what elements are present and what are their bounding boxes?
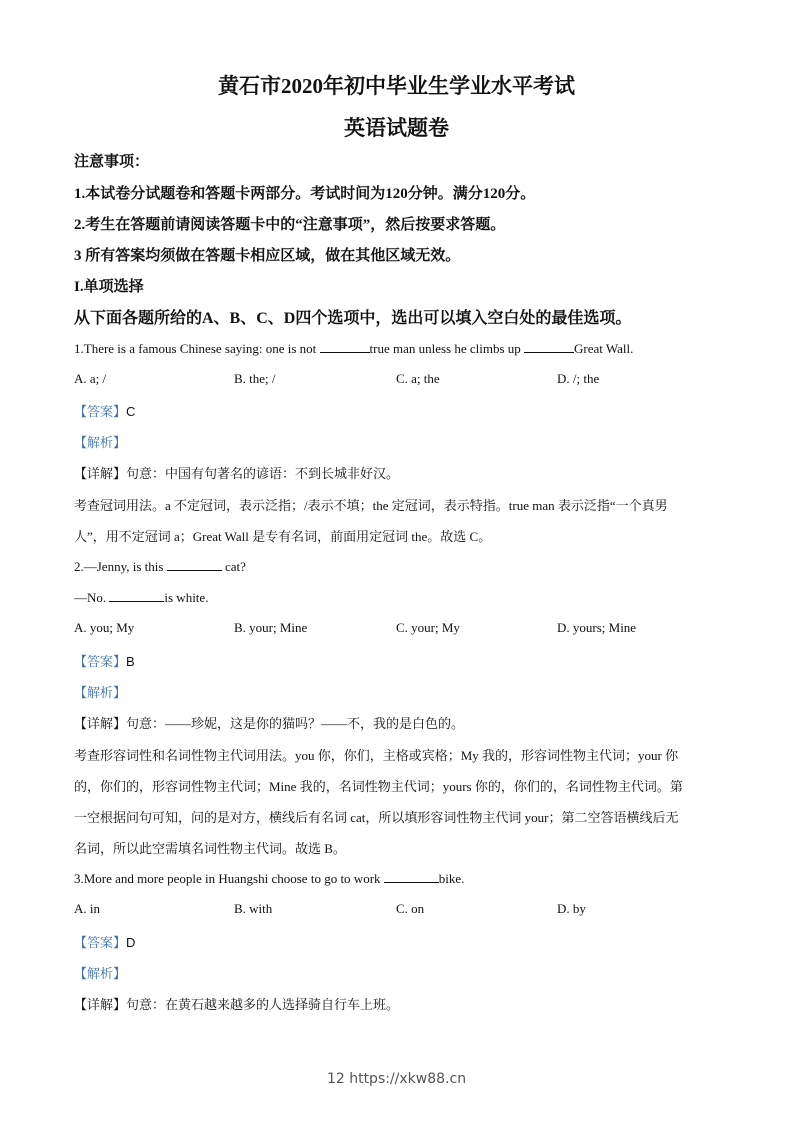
question-2-analysis [74, 682, 126, 701]
question-1-option-d: D. /; the [557, 371, 600, 386]
answer-value: B [126, 654, 135, 669]
notice-heading: 注意事项： [74, 154, 150, 170]
question-1-explanation-line-2: 人”，用不定冠词 a；Great Wall 是专有名词，前面用定冠词 the。故选 C。 [74, 529, 492, 544]
question-3-option-d: D. by [557, 901, 586, 916]
question-2-option-d: D. yours; Mine [557, 620, 637, 635]
question-1-explanation-line-1: 考查冠词用法。a 不定冠词，表示泛指；/表示不填；the 定冠词，表示特指。true man 表示泛指“一个真男 [74, 498, 668, 513]
section-heading: I.单项选择 [74, 279, 144, 295]
analysis-label: 【解析】 [74, 967, 127, 982]
question-3-detail: 【详解】句意：在黄石越来越多的人选择骑自行车上班。 [74, 997, 400, 1012]
analysis-label: 【解析】 [74, 436, 127, 451]
notice-item-1: 1.本试卷分试题卷和答题卡两部分。考试时间为120分钟。满分120分。 [74, 186, 536, 202]
page-footer: 12 https://xkw88.cn [326, 1071, 467, 1087]
exam-subtitle: 英语试题卷 [344, 116, 449, 140]
question-3-option-a: A. in [74, 901, 100, 916]
question-2-explanation-line-4: 名词，所以此空需填名词性物主代词。故选 B。 [74, 841, 346, 856]
question-3-answer [74, 932, 135, 951]
answer-value: C [126, 404, 136, 419]
section-instruction: 从下面各题所给的A、B、C、D四个选项中，选出可以填入空白处的最佳选项。 [74, 310, 632, 327]
question-2-explanation-line-2: 的，你们的，形容词性物主代词；Mine 我的，名词性物主代词；yours 你的，你们的，名词性物主代词。第 [74, 779, 683, 794]
question-2-explanation-line-1: 考查形容词性和名词性物主代词用法。you 你，你们，主格或宾格；My 我的，形容词性物主代词；your 你 [74, 748, 679, 763]
answer-label: 【答案】 [74, 405, 127, 420]
detail-label: 【详解】 [74, 997, 127, 1012]
question-1-option-b: B. the; / [234, 371, 276, 386]
question-1-option-a: A. a; / [74, 371, 107, 386]
question-1-stem: 1.There is a famous Chinese saying: one is not true man unless he climbs up Great Wall. [74, 341, 634, 356]
question-3-option-c: C. on [396, 901, 425, 916]
question-2-option-b: B. your; Mine [234, 620, 308, 635]
answer-value: D [126, 935, 136, 950]
answer-blank [320, 340, 370, 353]
question-2-answer [74, 651, 135, 670]
question-2-detail: 【详解】句意：——珍妮，这是你的猫吗？——不，我的是白色的。 [74, 716, 465, 731]
answer-blank [524, 340, 574, 353]
notice-item-2: 2.考生在答题前请阅读答题卡中的“注意事项”，然后按要求答题。 [74, 217, 506, 233]
question-3-option-b: B. with [234, 901, 273, 916]
analysis-label: 【解析】 [74, 686, 127, 701]
notice-item-3: 3 所有答案均须做在答题卡相应区域，做在其他区域无效。 [74, 248, 461, 264]
question-1-detail: 【详解】句意：中国有句著名的谚语：不到长城非好汉。 [74, 466, 400, 481]
exam-title: 黄石市2020年初中毕业生学业水平考试 [218, 74, 575, 98]
answer-label: 【答案】 [74, 936, 127, 951]
question-1-option-c: C. a; the [396, 371, 440, 386]
answer-blank [167, 558, 222, 571]
question-1-answer [74, 401, 135, 420]
question-3-analysis [74, 963, 126, 982]
question-2-stem-line-1: 2.—Jenny, is this cat? [74, 559, 246, 574]
question-1-analysis [74, 432, 126, 451]
answer-blank [109, 589, 164, 602]
question-2-stem-line-2: —No. is white. [74, 590, 209, 605]
detail-label: 【详解】 [74, 716, 127, 731]
question-2-option-c: C. your; My [396, 620, 460, 635]
question-3-stem: 3.More and more people in Huangshi choose to go to work bike. [74, 871, 465, 886]
question-2-option-a: A. you; My [74, 620, 135, 635]
answer-blank [384, 870, 439, 883]
question-2-explanation-line-3: 一空根据问句可知，问的是对方，横线后有名词 cat，所以填形容词性物主代词 your；第二空答语横线后无 [74, 810, 679, 825]
answer-label: 【答案】 [74, 655, 127, 670]
detail-label: 【详解】 [74, 466, 127, 481]
